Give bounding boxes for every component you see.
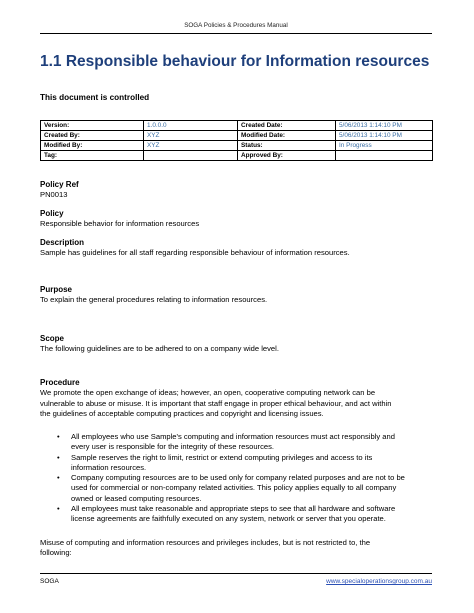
scope-text: The following guidelines are to be adhered to on a company wide level. <box>40 344 279 354</box>
bullet-line: every user is responsible for the integrity of these resources. <box>71 442 275 452</box>
procedure-line: the guidelines of acceptable computing practices and copyright and licensing issues. <box>40 409 324 419</box>
bullet-line: used for commercial or non-company related activities. This policy applies equally to all company <box>71 483 397 493</box>
bullet-line: Company computing resources are to be used only for company related purposes and are not to be <box>71 473 405 483</box>
bullet-line: All employees who use Sample's computing and information resources must act responsibly and <box>71 432 395 441</box>
metadata-row <box>41 141 433 151</box>
footer-divider <box>40 573 432 574</box>
description-section <box>40 238 435 259</box>
list-item <box>57 453 435 474</box>
bullet-line: owned or leased computing resources. <box>71 493 202 503</box>
procedure-line: We promote the open exchange of ideas; however, an open, cooperative computing network can be <box>40 388 376 398</box>
metadata-value: XYZ <box>144 131 238 141</box>
metadata-label: Created By: <box>41 131 144 141</box>
bullet-line: information resources. <box>71 462 147 472</box>
header-divider <box>40 33 432 34</box>
policy-ref-section <box>40 180 435 201</box>
misuse-line: following: <box>40 548 72 558</box>
metadata-label: Version: <box>41 121 144 131</box>
metadata-value: 1.0.0.0 <box>144 121 238 131</box>
purpose-heading: Purpose <box>40 285 73 294</box>
purpose-section <box>40 285 435 306</box>
bullet-line: All employees must take reasonable and appropriate steps to see that all hardware and software <box>71 504 396 514</box>
control-note: This document is controlled <box>40 93 150 102</box>
procedure-bullet-list <box>57 432 435 525</box>
policy-text: Responsible behavior for information resources <box>40 219 200 229</box>
policy-section <box>40 209 435 230</box>
list-item <box>57 432 435 453</box>
scope-heading: Scope <box>40 334 65 343</box>
metadata-row <box>41 121 433 131</box>
misuse-paragraph <box>40 538 435 559</box>
metadata-label: Approved By: <box>238 151 336 161</box>
metadata-value: 5/06/2013 1:14:10 PM <box>336 131 433 141</box>
metadata-label: Created Date: <box>238 121 336 131</box>
bullet-icon: • <box>57 432 60 441</box>
metadata-value <box>336 151 433 161</box>
footer-website-link[interactable]: www.specialoperationsgroup.com.au <box>326 578 432 585</box>
list-item <box>57 473 435 504</box>
bullet-icon: • <box>57 452 60 462</box>
running-header: SOGA Policies & Procedures Manual <box>184 22 288 29</box>
policy-ref-value: PN0013 <box>40 190 68 200</box>
document-metadata-table <box>40 120 433 161</box>
metadata-value: In Progress <box>336 141 433 151</box>
metadata-value <box>144 151 238 161</box>
bullet-line: Sample reserves the right to limit, restrict or extend computing privileges and access to its <box>71 452 373 462</box>
purpose-text: To explain the general procedures relating to information resources. <box>40 295 268 305</box>
bullet-icon: • <box>57 504 60 514</box>
document-title: 1.1 Responsible behaviour for Information resources <box>40 53 430 70</box>
policy-heading: Policy <box>40 209 64 218</box>
scope-section <box>40 334 435 355</box>
metadata-value: XYZ <box>144 141 238 151</box>
misuse-line: Misuse of computing and information resources and privileges includes, but is not restricted to, the <box>40 538 371 547</box>
metadata-label: Status: <box>238 141 336 151</box>
list-item <box>57 504 435 525</box>
procedure-heading: Procedure <box>40 378 80 387</box>
procedure-section <box>40 378 435 420</box>
metadata-row <box>41 131 433 141</box>
bullet-line: license agreements are faithfully executed on any system, network or server that you operate. <box>71 514 386 524</box>
metadata-label: Modified Date: <box>238 131 336 141</box>
metadata-row <box>41 151 433 161</box>
description-text: Sample has guidelines for all staff regarding responsible behaviour of information resources. <box>40 248 350 258</box>
metadata-label: Tag: <box>41 151 144 161</box>
description-heading: Description <box>40 238 85 247</box>
procedure-line: vulnerable to abuse or misuse. It is important that staff engage in proper ethical behaviour, and act within <box>40 398 392 408</box>
bullet-icon: • <box>57 473 60 483</box>
policy-ref-heading: Policy Ref <box>40 180 79 189</box>
metadata-label: Modified By: <box>41 141 144 151</box>
metadata-value: 5/06/2013 1:14:10 PM <box>336 121 433 131</box>
footer-org-name: SOGA <box>40 578 59 585</box>
